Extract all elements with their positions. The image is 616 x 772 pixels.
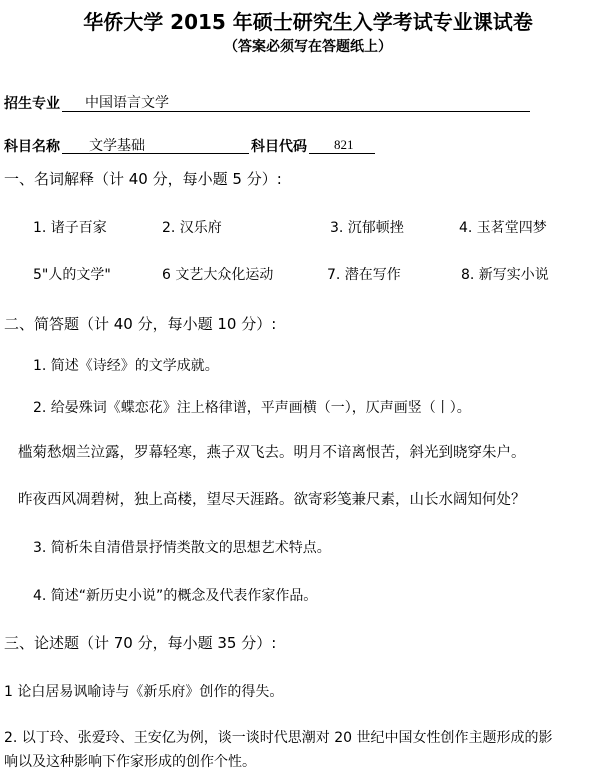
poem-line-2: 昨夜西风凋碧树，独上高楼，望尽天涯路。欲寄彩笺兼尺素，山长水阔知何处？ (18, 492, 526, 508)
subject-value: 文学基础 (89, 138, 145, 154)
major-label: 招生专业 (4, 96, 60, 112)
code-value: 821 (334, 137, 354, 152)
exam-subtitle: （答案必须写在答题纸上） (224, 39, 392, 55)
term-3: 3. 沉郁顿挫 (330, 220, 404, 236)
essay-question-2-line-1: 2. 以丁玲、张爱玲、王安亿为例，谈一谈时代思潮对 20 世纪中国女性创作主题形成的影 (4, 730, 553, 746)
major-underline (62, 111, 530, 112)
code-label: 科目代码 (251, 139, 307, 155)
term-7: 7. 潜在写作 (327, 267, 401, 283)
code-underline (309, 153, 375, 154)
subject-underline (62, 153, 249, 154)
short-question-1: 1. 简述《诗经》的文学成就。 (33, 358, 219, 374)
short-question-3: 3. 简析朱自清借景抒情类散文的思想艺术特点。 (33, 540, 331, 556)
section1-heading: 一、名词解释（计 40 分，每小题 5 分）: (4, 170, 282, 188)
section3-heading: 三、论述题（计 70 分，每小题 35 分）: (4, 634, 277, 652)
major-value: 中国语言文学 (85, 95, 169, 111)
term-2: 2. 汉乐府 (162, 220, 222, 236)
term-8: 8. 新写实小说 (461, 267, 549, 283)
essay-question-1: 1 论白居易讽喻诗与《新乐府》创作的得失。 (4, 684, 284, 700)
short-question-4: 4. 简述“新历史小说”的概念及代表作家作品。 (33, 588, 318, 604)
essay-question-2-line-2: 响以及这种影响下作家形成的创作个性。 (4, 754, 256, 770)
section2-heading: 二、简答题（计 40 分，每小题 10 分）: (4, 315, 277, 333)
term-1: 1. 诸子百家 (33, 220, 107, 236)
subject-label: 科目名称 (4, 139, 60, 155)
term-5: 5"人的文学" (33, 267, 111, 283)
poem-line-1: 槛菊愁烟兰泣露，罗幕轻寒，燕子双飞去。明月不谙离恨苦，斜光到晓穿朱户。 (18, 445, 526, 461)
exam-title: 华侨大学 2015 年硕士研究生入学考试专业课试卷 (83, 10, 533, 34)
short-question-2: 2. 给晏殊词《蝶恋花》注上格律谱，平声画横（一），仄声画竖（丨）。 (33, 400, 471, 416)
term-4: 4. 玉茗堂四梦 (459, 220, 547, 236)
term-6: 6 文艺大众化运动 (162, 267, 274, 283)
